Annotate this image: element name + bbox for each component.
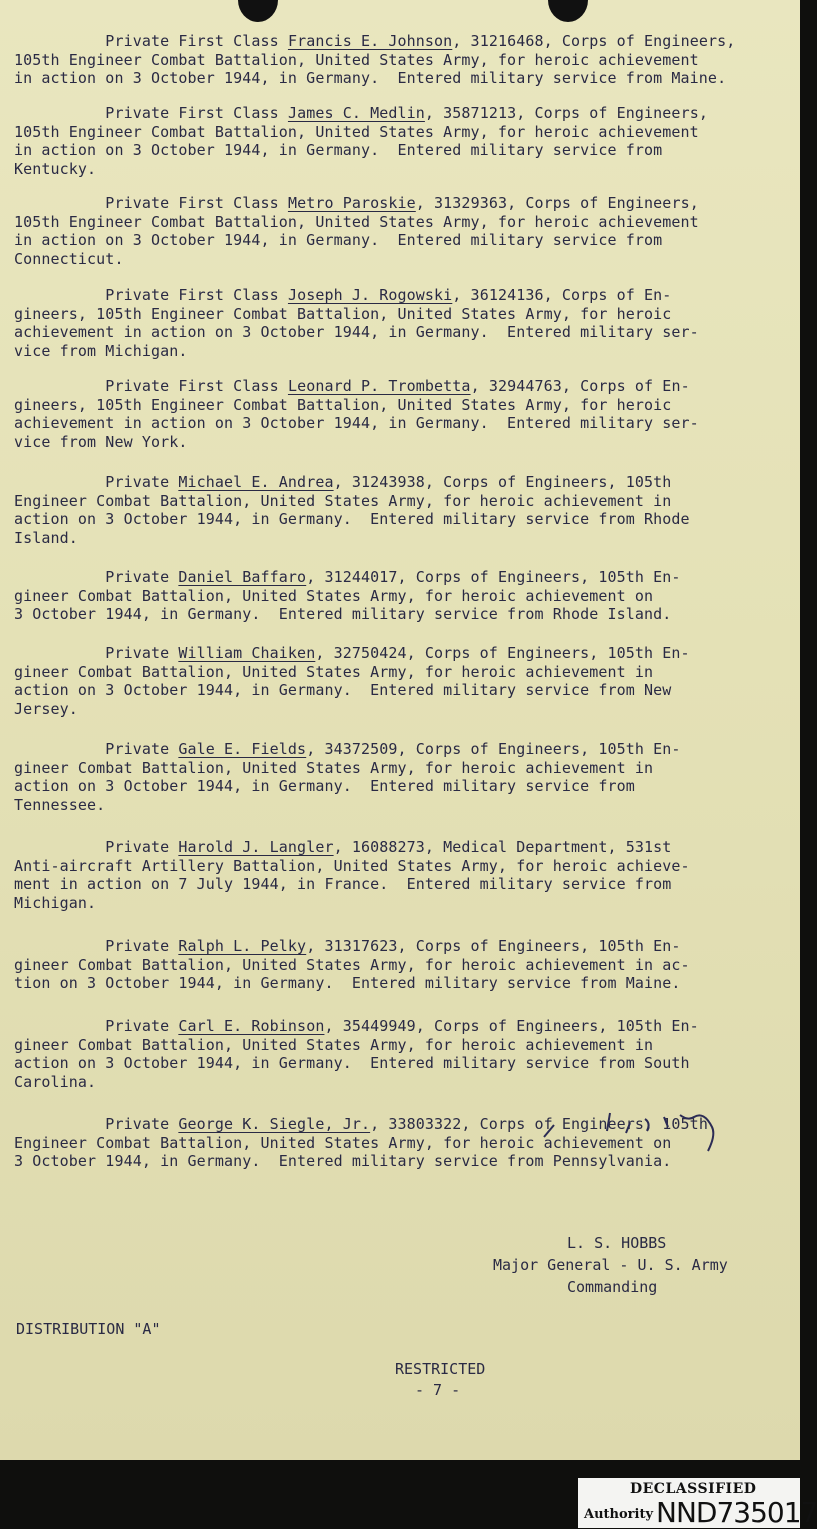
citation-line: action on 3 October 1944, in Germany. Entered military service from Rhode (14, 510, 690, 529)
citation-line: action on 3 October 1944, in Germany. Entered military service from New (14, 681, 672, 700)
citation-line: in action on 3 October 1944, in Germany. Entered military service from (14, 231, 663, 250)
citation-details: , 36124136, Corps of En- (452, 286, 672, 304)
citation-entry (14, 286, 784, 360)
citation-prefix: Private (14, 568, 179, 586)
citation-prefix: Private First Class (14, 104, 288, 122)
citation-line: 3 October 1944, in Germany. Entered military service from Rhode Island. (14, 605, 672, 624)
citation-prefix: Private First Class (14, 32, 288, 50)
citation-line (14, 473, 784, 492)
signer-role: Commanding (567, 1278, 658, 1296)
citation-line: tion on 3 October 1944, in Germany. Entered military service from Maine. (14, 974, 681, 993)
recipient-name: Metro Paroskie (287, 194, 416, 212)
citation-entry (14, 377, 784, 451)
citation-line (14, 568, 784, 587)
citation-line: 105th Engineer Combat Battalion, United States Army, for heroic achievement (14, 50, 699, 69)
citation-line: gineer Combat Battalion, United States Army, for heroic achievement on (14, 586, 654, 605)
citation-line: gineer Combat Battalion, United States Army, for heroic achievement in ac- (14, 955, 690, 974)
citation-details: , 31329363, Corps of Engineers, (415, 194, 699, 212)
declassified-stamp (578, 1478, 817, 1529)
citation-entry (14, 104, 784, 178)
punch-hole (238, 0, 278, 22)
citation-details: , 32750424, Corps of Engineers, 105th En- (315, 644, 690, 662)
citation-line (14, 838, 784, 857)
signer-name: L. S. HOBBS (567, 1234, 667, 1252)
citation-line: vice from New York. (14, 432, 188, 451)
citation-details: , 31216468, Corps of Engineers, (452, 32, 736, 50)
citation-line: Michigan. (14, 893, 97, 912)
citation-entry (14, 838, 784, 912)
signature-scribble (540, 1095, 790, 1165)
citation-line: Anti-aircraft Artillery Battalion, United States Army, for heroic achieve- (14, 856, 690, 875)
citation-entry (14, 568, 784, 624)
classification-marking: RESTRICTED (395, 1360, 486, 1378)
citation-line: gineer Combat Battalion, United States Army, for heroic achievement in (14, 662, 654, 681)
citation-prefix: Private (14, 473, 179, 491)
citation-details: , 34372509, Corps of Engineers, 105th En- (306, 740, 681, 758)
recipient-name: James C. Medlin (287, 104, 425, 122)
citation-line: gineer Combat Battalion, United States Army, for heroic achievement in (14, 758, 654, 777)
citation-details: , 31317623, Corps of Engineers, 105th En- (306, 937, 681, 955)
recipient-name: Gale E. Fields (178, 740, 307, 758)
citation-details: , 35449949, Corps of Engineers, 105th En- (324, 1017, 699, 1035)
citation-line: 3 October 1944, in Germany. Entered military service from Pennsylvania. (14, 1152, 672, 1171)
citation-line: Island. (14, 528, 78, 547)
citation-line: Engineer Combat Battalion, United States Army, for heroic achievement on (14, 1133, 672, 1152)
citation-line: 105th Engineer Combat Battalion, United States Army, for heroic achievement (14, 122, 699, 141)
recipient-name: Carl E. Robinson (178, 1017, 325, 1035)
citation-line: ment in action on 7 July 1944, in France. Entered military service from (14, 875, 672, 894)
citation-line: in action on 3 October 1944, in Germany. Entered military service from Maine. (14, 69, 727, 88)
citation-line: vice from Michigan. (14, 341, 188, 360)
recipient-name: Leonard P. Trombetta (287, 377, 471, 395)
citation-line (14, 1017, 784, 1036)
signer-rank: Major General - U. S. Army (493, 1256, 728, 1274)
citation-prefix: Private (14, 644, 179, 662)
citation-line: gineers, 105th Engineer Combat Battalion, United States Army, for heroic (14, 395, 672, 414)
citation-prefix: Private (14, 1017, 179, 1035)
citation-line: action on 3 October 1944, in Germany. Entered military service from (14, 777, 635, 796)
citation-line: achievement in action on 3 October 1944, in Germany. Entered military ser- (14, 414, 699, 433)
citation-line: Kentucky. (14, 159, 97, 178)
stamp-authority-number: NND735017 (656, 1496, 817, 1529)
citation-entry (14, 1017, 784, 1091)
recipient-name: Harold J. Langler (178, 838, 334, 856)
citation-line: Carolina. (14, 1072, 97, 1091)
citation-line (14, 32, 784, 51)
citation-line: action on 3 October 1944, in Germany. Entered military service from South (14, 1054, 690, 1073)
citation-prefix: Private First Class (14, 377, 288, 395)
stamp-authority-label: Authority (584, 1507, 654, 1522)
citation-details: , 32944763, Corps of En- (470, 377, 690, 395)
citation-line (14, 377, 784, 396)
citation-details: , 31244017, Corps of Engineers, 105th En- (306, 568, 681, 586)
citation-line: gineers, 105th Engineer Combat Battalion, United States Army, for heroic (14, 304, 672, 323)
citation-entry (14, 937, 784, 993)
citation-details: , 33803322, Corps of Engineers, 105th (370, 1115, 708, 1133)
citation-line: in action on 3 October 1944, in Germany. Entered military service from (14, 141, 663, 160)
punch-hole (548, 0, 588, 22)
citation-entry (14, 194, 784, 268)
citation-details: , 16088273, Medical Department, 531st (333, 838, 672, 856)
citation-prefix: Private First Class (14, 286, 288, 304)
stamp-title: DECLASSIFIED (630, 1481, 757, 1497)
citation-details: , 31243938, Corps of Engineers, 105th (333, 473, 672, 491)
recipient-name: George K. Siegle, Jr. (178, 1115, 371, 1133)
citation-details: , 35871213, Corps of Engineers, (424, 104, 708, 122)
recipient-name: Joseph J. Rogowski (287, 286, 453, 304)
citation-entry (14, 32, 784, 88)
distribution-line: DISTRIBUTION "A" (16, 1320, 161, 1338)
citation-line (14, 194, 784, 213)
citation-line (14, 937, 784, 956)
citation-line: gineer Combat Battalion, United States Army, for heroic achievement in (14, 1035, 654, 1054)
citation-line: Jersey. (14, 699, 78, 718)
citation-line: Connecticut. (14, 249, 124, 268)
recipient-name: Francis E. Johnson (287, 32, 453, 50)
recipient-name: Daniel Baffaro (178, 568, 307, 586)
citation-line (14, 740, 784, 759)
citation-line: Tennessee. (14, 795, 106, 814)
citation-prefix: Private (14, 937, 179, 955)
citation-line (14, 644, 784, 663)
recipient-name: William Chaiken (178, 644, 316, 662)
citation-line: 105th Engineer Combat Battalion, United States Army, for heroic achievement (14, 212, 699, 231)
recipient-name: Ralph L. Pelky (178, 937, 307, 955)
citation-prefix: Private (14, 1115, 179, 1133)
citation-entry (14, 740, 784, 814)
citation-entry (14, 473, 784, 547)
citation-line: achievement in action on 3 October 1944, in Germany. Entered military ser- (14, 323, 699, 342)
citation-entry (14, 644, 784, 718)
citation-line (14, 104, 784, 123)
citation-prefix: Private First Class (14, 194, 288, 212)
page-number: - 7 - (415, 1381, 461, 1399)
citation-prefix: Private (14, 838, 179, 856)
citation-line: Engineer Combat Battalion, United States Army, for heroic achievement in (14, 491, 672, 510)
citation-line (14, 286, 784, 305)
recipient-name: Michael E. Andrea (178, 473, 334, 491)
citation-prefix: Private (14, 740, 179, 758)
